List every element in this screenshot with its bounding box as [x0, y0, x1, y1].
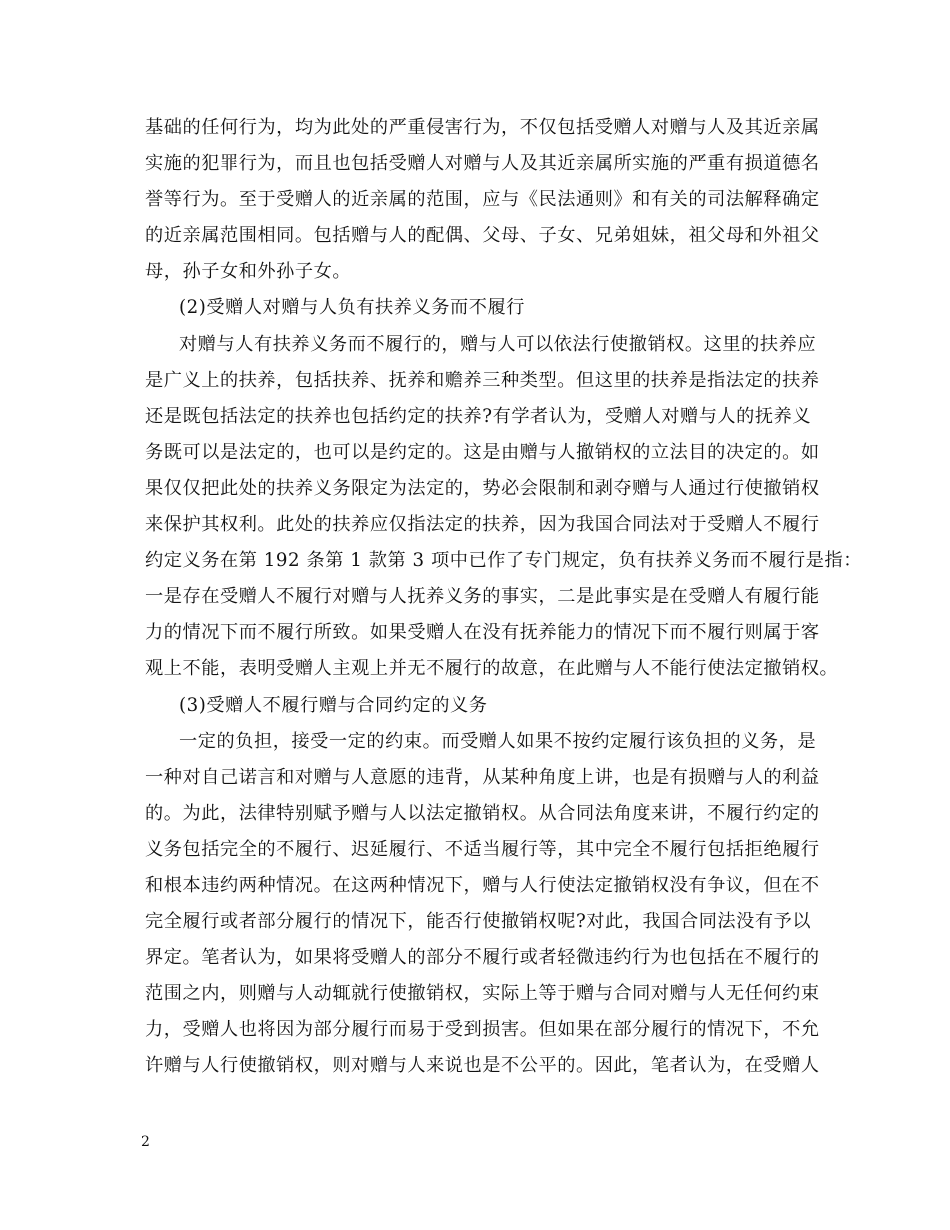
- text-line: 一定的负担，接受一定的约束。而受赠人如果不按约定履行该负担的义务，是: [179, 730, 817, 752]
- text-line: 力的情况下而不履行所致。如果受赠人在没有抚养能力的情况下而不履行则属于客: [145, 622, 820, 644]
- section-heading: (2)受赠人对赠与人负有扶养义务而不履行: [179, 297, 525, 319]
- section-heading: (3)受赠人不履行赠与合同约定的义务: [179, 694, 488, 716]
- text-line: 实施的犯罪行为，而且也包括受赠人对赠与人及其近亲属所实施的严重有损道德名: [145, 153, 820, 175]
- text-line: 是广义上的扶养，包括扶养、抚养和赡养三种类型。但这里的扶养是指法定的扶养: [145, 369, 820, 391]
- text-line: 范围之内，则赠与人动辄就行使撤销权，实际上等于赠与合同对赠与人无任何约束: [145, 983, 820, 1005]
- text-line: 务既可以是法定的，也可以是约定的。这是由赠与人撤销权的立法目的决定的。如: [145, 441, 820, 463]
- text-line: 义务包括完全的不履行、迟延履行、不适当履行等，其中完全不履行包括拒绝履行: [145, 838, 820, 860]
- text-line: 一是存在受赠人不履行对赠与人抚养义务的事实，二是此事实是在受赠人有履行能: [145, 586, 820, 608]
- text-line: 的。为此，法律特别赋予赠与人以法定撤销权。从合同法角度来讲，不履行约定的: [145, 802, 820, 824]
- page-number: 2: [141, 1134, 150, 1150]
- body-text: [145, 110, 862, 1085]
- text-line: 誉等行为。至于受赠人的近亲属的范围，应与《民法通则》和有关的司法解释确定: [145, 189, 820, 211]
- text-line: 母，孙子女和外孙子女。: [145, 261, 352, 283]
- text-line: 基础的任何行为，均为此处的严重侵害行为，不仅包括受赠人对赠与人及其近亲属: [145, 117, 820, 138]
- text-line: 对赠与人有扶养义务而不履行的，赠与人可以依法行使撤销权。这里的扶养应: [179, 333, 817, 355]
- text-line: 完全履行或者部分履行的情况下，能否行使撤销权呢?对此，我国合同法没有予以: [145, 911, 812, 933]
- text-line: 和根本违约两种情况。在这两种情况下，赠与人行使法定撤销权没有争议，但在不: [145, 874, 820, 896]
- text-line: 果仅仅把此处的扶养义务限定为法定的，势必会限制和剥夺赠与人通过行使撤销权: [145, 477, 820, 499]
- text-line: 约定义务在第 192 条第 1 款第 3 项中已作了专门规定，负有扶养义务而不履行是指：: [145, 550, 862, 572]
- text-line: 许赠与人行使撤销权，则对赠与人来说也是不公平的。因此，笔者认为，在受赠人: [145, 1055, 820, 1077]
- text-line: 来保护其权利。此处的扶养应仅指法定的扶养，因为我国合同法对于受赠人不履行: [145, 514, 820, 536]
- text-line: 界定。笔者认为，如果将受赠人的部分不履行或者轻微违约行为也包括在不履行的: [145, 947, 820, 969]
- text-line: 还是既包括法定的扶养也包括约定的扶养?有学者认为，受赠人对赠与人的抚养义: [145, 405, 812, 427]
- text-line: 观上不能，表明受赠人主观上并无不履行的故意，在此赠与人不能行使法定撤销权。: [145, 658, 839, 680]
- text-line: 的近亲属范围相同。包括赠与人的配偶、父母、子女、兄弟姐妹，祖父母和外祖父: [145, 225, 820, 247]
- text-line: 一种对自己诺言和对赠与人意愿的违背，从某种角度上讲，也是有损赠与人的利益: [145, 766, 820, 788]
- text-line: 力，受赠人也将因为部分履行而易于受到损害。但如果在部分履行的情况下，不允: [145, 1019, 820, 1041]
